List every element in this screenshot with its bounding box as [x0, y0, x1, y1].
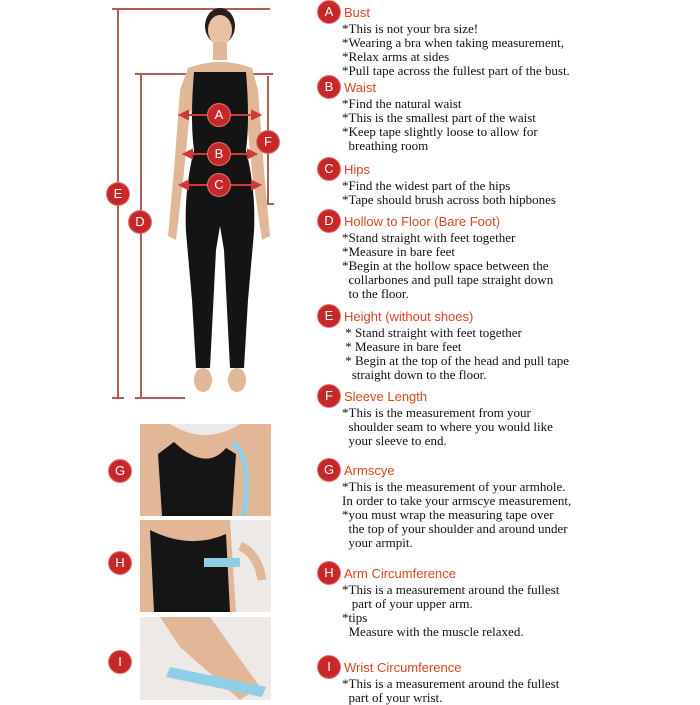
section-line: *Tape should brush across both hipbones [342, 192, 556, 207]
section-badge: E [318, 305, 340, 327]
badge-d: D [129, 211, 151, 233]
badge-c: C [208, 174, 230, 196]
section-line: shoulder seam to where you would like [342, 419, 553, 434]
section-line: part of your upper arm. [342, 596, 473, 611]
model-silhouette [150, 0, 290, 400]
section-title: Waist [344, 79, 377, 95]
badge-g: G [109, 460, 131, 482]
section-line: * Measure in bare feet [342, 339, 462, 354]
section-sleeve-length [318, 386, 690, 448]
section-badge: I [318, 656, 340, 678]
section-line: Measure with the muscle relaxed. [342, 624, 524, 639]
section-line: straight down to the floor. [342, 367, 487, 382]
hollow-to-floor-line [140, 73, 142, 398]
section-line: part of your wrist. [342, 690, 443, 705]
section-title: Arm Circumference [344, 565, 456, 581]
section-waist [318, 77, 690, 153]
measurement-figure [0, 0, 300, 410]
section-line: *Stand straight with feet together [342, 230, 516, 245]
badge-b: B [208, 143, 230, 165]
section-badge: D [318, 210, 340, 232]
section-title: Hips [344, 161, 371, 177]
section-line: *you must wrap the measuring tape over [342, 507, 554, 522]
wrist-circumference-photo [140, 617, 271, 700]
section-line: your armpit. [342, 535, 413, 550]
section-badge: B [318, 76, 340, 98]
section-line: In order to take your armscye measurement, [342, 493, 572, 508]
badge-h: H [109, 552, 131, 574]
section-line: *Find the natural waist [342, 96, 462, 111]
badge-e: E [107, 183, 129, 205]
section-line: breathing room [342, 138, 429, 153]
section-badge: H [318, 562, 340, 584]
section-line: *Relax arms at sides [342, 49, 450, 64]
section-line: *This is a measurement around the fullest [342, 582, 560, 597]
section-line: *This is the measurement from your [342, 405, 531, 420]
badge-a: A [208, 104, 230, 126]
section-badge: C [318, 158, 340, 180]
section-title: Bust [344, 4, 371, 20]
section-height [318, 306, 690, 382]
section-line: collarbones and pull tape straight down [342, 272, 554, 287]
section-line: *Wearing a bra when taking measurement, [342, 35, 565, 50]
section-line: *Keep tape slightly loose to allow for [342, 124, 538, 139]
section-line: *Pull tape across the fullest part of the bust. [342, 63, 570, 78]
section-line: *This is the smallest part of the waist [342, 110, 536, 125]
section-armscye [318, 460, 690, 550]
section-line: * Begin at the top of the head and pull tape [342, 353, 570, 368]
section-badge: A [318, 1, 340, 23]
arm-circumference-photo [140, 520, 271, 612]
armscye-photo [140, 424, 271, 516]
section-line: * Stand straight with feet together [342, 325, 522, 340]
section-title: Hollow to Floor (Bare Foot) [344, 213, 501, 229]
section-wrist-circumference [318, 657, 690, 705]
section-badge: G [318, 459, 340, 481]
section-title: Sleeve Length [344, 388, 428, 404]
section-line: your sleeve to end. [342, 433, 447, 448]
section-hips [318, 159, 690, 207]
section-line: *This is the measurement of your armhole. [342, 479, 566, 494]
section-line: the top of your shoulder and around under [342, 521, 568, 536]
section-hollow-to-floor [318, 211, 690, 301]
section-line: *Measure in bare feet [342, 244, 455, 259]
section-badge: F [318, 385, 340, 407]
section-title: Height (without shoes) [344, 308, 474, 324]
badge-i: I [109, 651, 131, 673]
badge-f: F [257, 131, 279, 153]
height-bottom-cap [112, 397, 124, 399]
section-line: to the floor. [342, 286, 409, 301]
section-bust [318, 2, 690, 78]
section-arm-circumference [318, 563, 690, 639]
section-line: *This is not your bra size! [342, 21, 479, 36]
section-line: *Begin at the hollow space between the [342, 258, 549, 273]
section-title: Wrist Circumference [344, 659, 462, 675]
section-line: *This is a measurement around the fullest [342, 676, 560, 691]
section-line: *tips [342, 610, 368, 625]
section-line: *Find the widest part of the hips [342, 178, 511, 193]
section-title: Armscye [344, 462, 395, 478]
